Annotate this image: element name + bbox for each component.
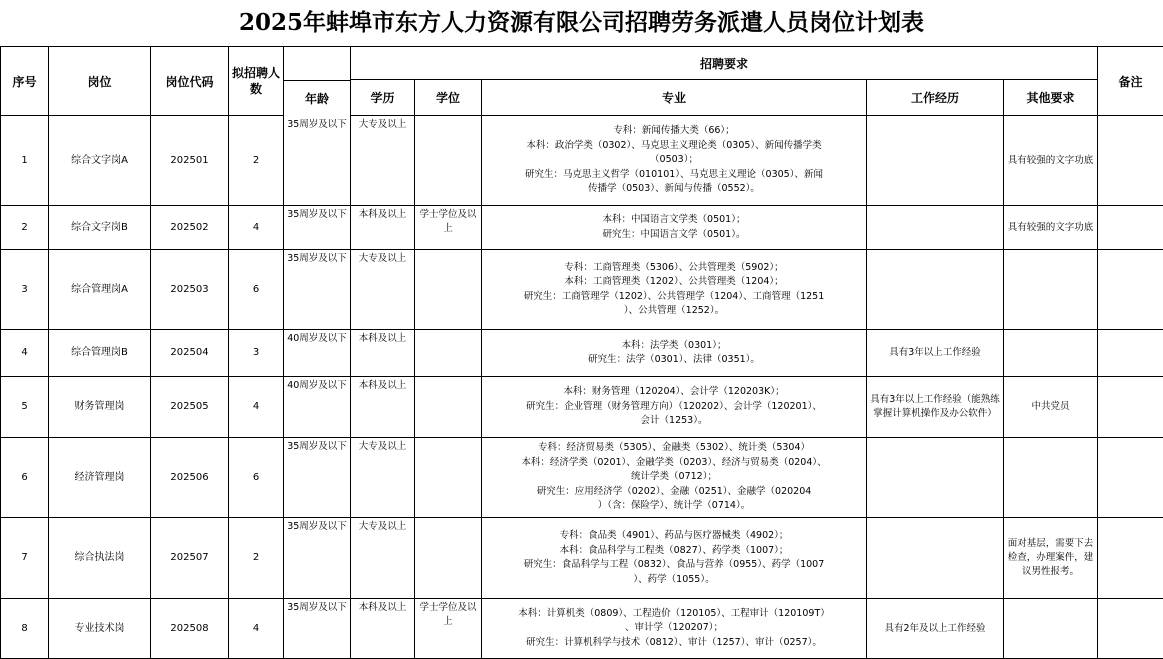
cell-major <box>482 438 867 518</box>
cell-major <box>482 116 867 206</box>
major-line: 本科：工商管理类（1202）、公共管理类（1204）； <box>564 276 784 287</box>
cell-position: 综合执法岗 <box>49 518 151 599</box>
cell-remarks <box>1098 518 1163 599</box>
cell-count: 4 <box>229 206 284 250</box>
cell-age: 40周岁及以下 <box>284 377 351 438</box>
cell-position: 专业技术岗 <box>49 599 151 659</box>
cell-degree <box>415 377 482 438</box>
cell-other <box>1004 330 1098 377</box>
cell-age: 35周岁及以下 <box>284 206 351 250</box>
cell-count: 6 <box>229 438 284 518</box>
table-row <box>1 206 1163 250</box>
major-line: 本科：政治学类（0302）、马克思主义理论类（0305）、新闻传播学类 <box>526 139 822 151</box>
major-line: 本科：财务管理（120204）、会计学（120203K）； <box>563 386 785 398</box>
cell-experience <box>867 116 1004 206</box>
cell-position: 财务管理岗 <box>49 377 151 438</box>
cell-code: 202501 <box>151 116 229 206</box>
major-line: 研究生：企业管理（财务管理方向）（120202）、会计学（120201）、 <box>526 400 822 412</box>
header-requirements: 招聘要求 <box>351 47 1098 80</box>
cell-other <box>1004 438 1098 518</box>
cell-count: 4 <box>229 599 284 659</box>
cell-major <box>482 518 867 599</box>
cell-education: 本科及以上 <box>351 330 415 377</box>
cell-education: 大专及以上 <box>351 518 415 599</box>
table-row <box>1 518 1163 599</box>
cell-age: 40周岁及以下 <box>284 330 351 377</box>
major-line: 研究生：应用经济学（0202）、金融（0251）、金融学（020204 <box>536 485 812 497</box>
cell-seq: 1 <box>1 116 49 206</box>
cell-other <box>1004 250 1098 330</box>
cell-code: 202505 <box>151 377 229 438</box>
cell-experience: 具有3年以上工作经验 <box>867 330 1004 377</box>
major-line: 统计学类（0712）； <box>631 471 717 483</box>
cell-count: 2 <box>229 518 284 599</box>
cell-seq: 2 <box>1 206 49 250</box>
major-line: 研究生：中国语言文学（0501）。 <box>602 228 746 240</box>
cell-other: 具有较强的文字功底 <box>1004 206 1098 250</box>
cell-major <box>482 330 867 377</box>
cell-major <box>482 206 867 250</box>
header-degree: 学位 <box>415 80 482 116</box>
table-row <box>1 377 1163 438</box>
header-seq: 序号 <box>1 47 49 116</box>
position-plan-table <box>0 46 1163 659</box>
major-line: 专科：新闻传播大类（66）； <box>613 125 735 137</box>
cell-seq: 5 <box>1 377 49 438</box>
cell-major <box>482 599 867 659</box>
major-line: 专科：经济贸易类（5305）、金融类（5302）、统计类（5304） <box>537 442 811 454</box>
cell-code: 202508 <box>151 599 229 659</box>
cell-age: 35周岁及以下 <box>284 116 351 206</box>
cell-seq: 7 <box>1 518 49 599</box>
cell-age: 35周岁及以下 <box>284 599 351 659</box>
table-row <box>1 330 1163 377</box>
major-line: 、审计学（120207）； <box>624 622 723 634</box>
table-row <box>1 250 1163 330</box>
cell-experience <box>867 518 1004 599</box>
cell-major <box>482 377 867 438</box>
cell-seq: 6 <box>1 438 49 518</box>
header-education: 学历 <box>351 80 415 116</box>
cell-degree <box>415 116 482 206</box>
header-major: 专业 <box>482 80 867 116</box>
major-line: 专科：工商管理类（5306）、公共管理类（5902）； <box>564 261 784 273</box>
cell-education: 大专及以上 <box>351 250 415 330</box>
table-row <box>1 116 1163 206</box>
cell-other: 具有较强的文字功底 <box>1004 116 1098 206</box>
cell-remarks <box>1098 330 1163 377</box>
cell-experience <box>867 438 1004 518</box>
major-line: 研究生：马克思主义哲学（010101）、马克思主义理论（0305）、新闻 <box>525 168 823 180</box>
cell-education: 大专及以上 <box>351 438 415 518</box>
cell-remarks <box>1098 206 1163 250</box>
major-line: 研究生：法学（0301）、法律（0351）。 <box>588 354 760 365</box>
cell-position: 综合文字岗B <box>49 206 151 250</box>
cell-education: 本科及以上 <box>351 206 415 250</box>
cell-education: 大专及以上 <box>351 116 415 206</box>
cell-position: 经济管理岗 <box>49 438 151 518</box>
cell-degree <box>415 250 482 330</box>
major-line: 会计（1253）。 <box>640 415 708 427</box>
cell-other: 面对基层，需要下去检查，办理案件，建议男性报考。 <box>1004 518 1098 599</box>
cell-count: 6 <box>229 250 284 330</box>
major-line: ）（含：保险学）、统计学（0714）。 <box>597 500 751 512</box>
cell-seq: 4 <box>1 330 49 377</box>
cell-count: 4 <box>229 377 284 438</box>
cell-age: 35周岁及以下 <box>284 250 351 330</box>
cell-position: 综合管理岗B <box>49 330 151 377</box>
cell-degree <box>415 518 482 599</box>
cell-degree <box>415 330 482 377</box>
major-line: 本科：食品科学与工程类（0827）、药学类（1007）； <box>559 544 789 556</box>
header-other: 其他要求 <box>1004 80 1098 116</box>
cell-position: 综合管理岗A <box>49 250 151 330</box>
cell-education: 本科及以上 <box>351 599 415 659</box>
major-line: 研究生：食品科学与工程（0832）、食品与营养（0955）、药学（1007 <box>523 559 825 570</box>
major-line: ）、药学（1055）。 <box>633 573 715 585</box>
major-line: 本科：计算机类（0809）、工程造价（120105）、工程审计（120109T） <box>518 607 830 619</box>
cell-seq: 3 <box>1 250 49 330</box>
cell-age: 35周岁及以下 <box>284 518 351 599</box>
table-row <box>1 599 1163 659</box>
page-title: 2025年蚌埠市东方人力资源有限公司招聘劳务派遣人员岗位计划表 <box>238 9 924 36</box>
header-experience: 工作经历 <box>867 80 1004 116</box>
header-count: 拟招聘人数 <box>229 47 284 116</box>
major-line: 本科：中国语言文学类（0501）； <box>602 214 746 225</box>
cell-position: 综合文字岗A <box>49 116 151 206</box>
cell-count: 2 <box>229 116 284 206</box>
cell-code: 202504 <box>151 330 229 377</box>
major-line: （0503）； <box>650 154 698 166</box>
major-line: ）、公共管理（1252）。 <box>623 305 725 316</box>
cell-remarks <box>1098 116 1163 206</box>
major-line: 本科：法学类（0301）； <box>621 339 727 351</box>
cell-degree <box>415 438 482 518</box>
table-row <box>1 438 1163 518</box>
cell-code: 202506 <box>151 438 229 518</box>
cell-experience <box>867 206 1004 250</box>
cell-experience: 具有2年及以上工作经验 <box>867 599 1004 659</box>
cell-remarks <box>1098 599 1163 659</box>
cell-degree: 学士学位及以上 <box>415 206 482 250</box>
header-position: 岗位 <box>49 47 151 116</box>
cell-experience <box>867 250 1004 330</box>
header-code: 岗位代码 <box>151 47 229 116</box>
cell-other: 中共党员 <box>1004 377 1098 438</box>
major-line: 研究生：工商管理学（1202）、公共管理学（1204）、工商管理（1251 <box>523 290 825 302</box>
cell-remarks <box>1098 377 1163 438</box>
cell-age: 35周岁及以下 <box>284 438 351 518</box>
cell-degree: 学士学位及以上 <box>415 599 482 659</box>
cell-code: 202507 <box>151 518 229 599</box>
major-line: 研究生：计算机科学与技术（0812）、审计（1257）、审计（0257）。 <box>526 636 822 648</box>
cell-major <box>482 250 867 330</box>
cell-code: 202502 <box>151 206 229 250</box>
cell-experience: 具有3年以上工作经验（能熟练掌握计算机操作及办公软件） <box>867 377 1004 438</box>
cell-remarks <box>1098 438 1163 518</box>
header-age: 年龄 <box>283 80 350 116</box>
cell-remarks <box>1098 250 1163 330</box>
cell-seq: 8 <box>1 599 49 659</box>
major-line: 本科：经济学类（0201）、金融学类（0203）、经济与贸易类（0204）、 <box>521 456 827 468</box>
cell-count: 3 <box>229 330 284 377</box>
cell-code: 202503 <box>151 250 229 330</box>
header-remarks: 备注 <box>1098 47 1163 116</box>
major-line: 专科：食品类（4901）、药品与医疗器械类（4902）； <box>559 530 789 541</box>
cell-education: 本科及以上 <box>351 377 415 438</box>
cell-other <box>1004 599 1098 659</box>
major-line: 传播学（0503）、新闻与传播（0552）。 <box>588 183 760 195</box>
